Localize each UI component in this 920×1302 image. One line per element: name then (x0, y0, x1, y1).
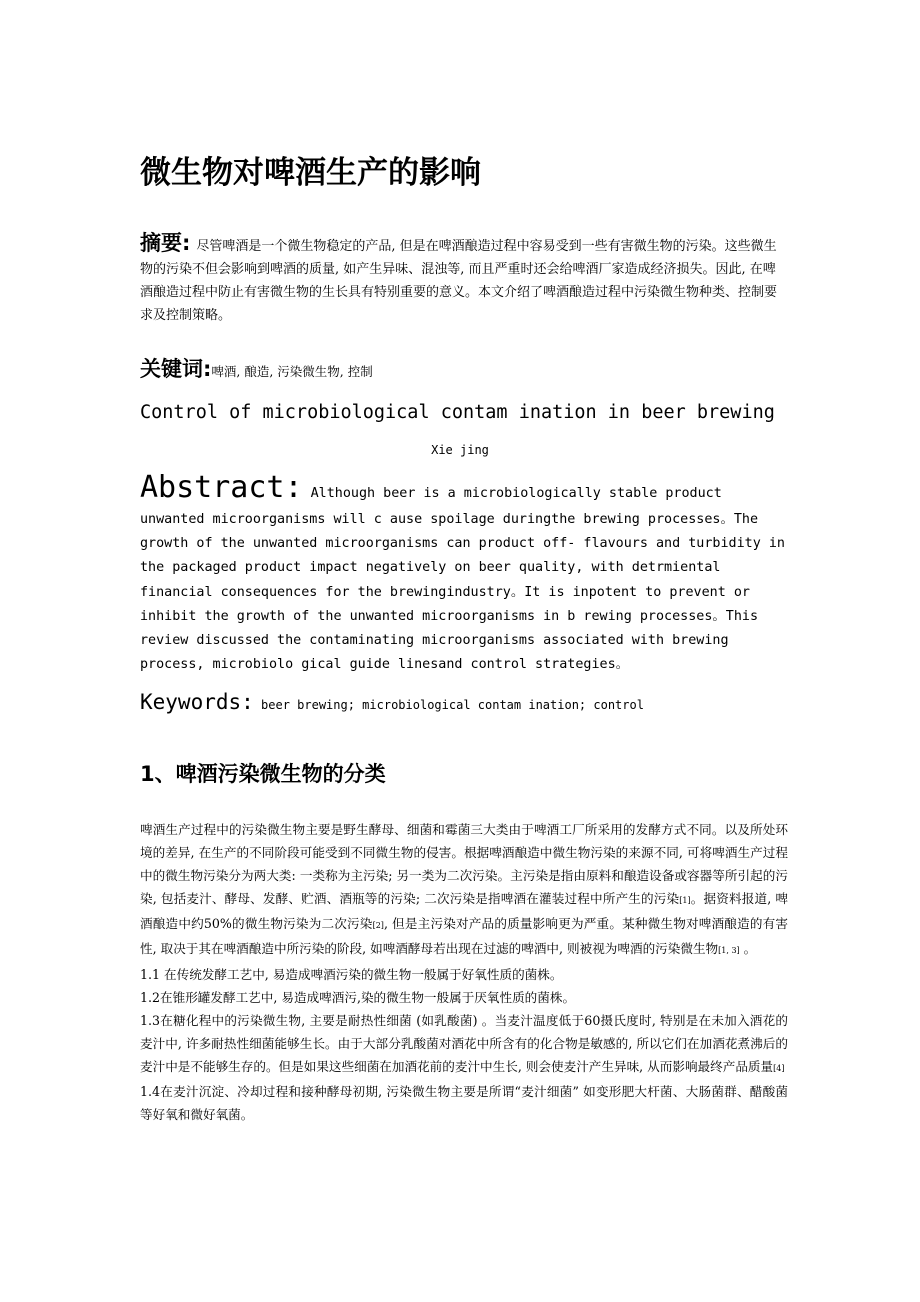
keywords-en (140, 690, 644, 714)
abstract-en (140, 468, 790, 677)
keywords-cn-label: 关键词: (140, 357, 212, 381)
paragraph-text: 。据资料报道, 啤酒酿造中约50%的微生物污染为二次污染 (140, 891, 788, 932)
abstract-cn-label: 摘要: (140, 231, 191, 255)
paragraph-text: , 但是主污染对产品的质量影响更为严重。某种微生物对啤酒酿造的有害性, 取决于其在啤酒酿造中所污染的阶段, 如啤酒酵母若出现在过滤的啤酒中, 则被视为啤酒的污染微生物 (140, 916, 788, 957)
keywords-en-label: Keywords: (140, 690, 254, 714)
keywords-cn-text: 啤酒, 酿造, 污染微生物, 控制 (211, 364, 373, 379)
citation-ref: [2] (372, 921, 384, 931)
paragraph (140, 818, 788, 963)
abstract-cn (140, 232, 780, 327)
paragraph: 1.4在麦汁沉淀、冷却过程和接种酵母初期, 污染微生物主要是所谓“麦汁细菌” 如变形肥大杆菌、大肠菌群、醋酸菌等好氧和微好氧菌。 (140, 1084, 788, 1123)
abstract-en-text: Although beer is a microbiologically stable product unwanted microorganisms will c ause spoilage duringthe brewing processes。The growth of the unwanted microorganisms can product off- flavours and turbidity in the packaged product impact negatively on beer quality, with detrmiental financial consequences for the brewingindustry。It is inpotent to prevent or inhibit the growth of the unwanted microorganisms in b rewing processes。This review discussed the contaminating microorganisms associated with brewing process, microbiolo gical guide linesand control strategies。 (140, 486, 785, 673)
citation-ref: [1] (679, 896, 691, 906)
paragraph: 1.2在锥形罐发酵工艺中, 易造成啤酒污,染的微生物一般属于厌氧性质的菌株。 (140, 989, 576, 1005)
author-name: Xie jing (431, 443, 489, 457)
section-body (140, 818, 788, 1126)
citation-ref: [1, 3] (718, 946, 740, 956)
section-heading: 1、啤酒污染微生物的分类 (140, 762, 386, 786)
page-title: 微生物对啤酒生产的影响 (140, 155, 481, 191)
paragraph (140, 1009, 788, 1080)
paragraph-text: 1.3在糖化程中的污染微生物, 主要是耐热性细菌 (如乳酸菌) 。当麦汁温度低于60摄氏度时, 特别是在未加入酒花的麦汁中, 许多耐热性细菌能够生长。由于大部分乳酸菌对酒花中所含有的化合物是敏感的, 所以它们在加酒花煮沸后的麦汁中是不能够生存的。但是如果这些细菌在加酒花前的麦汁中生长, 则会使麦汁产生异味, 从而影响最终产品质量 (140, 1012, 788, 1074)
keywords-cn (140, 353, 373, 383)
citation-ref: [4] (773, 1063, 785, 1073)
abstract-en-label: Abstract: (140, 470, 303, 505)
english-title: Control of microbiological contam ination in beer brewing (140, 402, 775, 423)
abstract-cn-text: 尽管啤酒是一个微生物稳定的产品, 但是在啤酒酿造过程中容易受到一些有害微生物的污染。这些微生物的污染不但会影响到啤酒的质量, 如产生异味、混浊等, 而且严重时还会给啤酒厂家造成经济损失。因此, 在啤酒酿造过程中防止有害微生物的生长具有特别重要的意义。本文介绍了啤酒酿造过程中污染微生物种类、控制要求及控制策略。 (140, 239, 778, 323)
paragraph: 1.1 在传统发酵工艺中, 易造成啤酒污染的微生物一般属于好氧性质的菌株。 (140, 966, 563, 982)
keywords-en-text: beer brewing; microbiological contam ination; control (261, 698, 644, 712)
paragraph-text: 啤酒生产过程中的污染微生物主要是野生酵母、细菌和霉菌三大类由于啤酒工厂所采用的发酵方式不同。以及所处环境的差异, 在生产的不同阶段可能受到不同微生物的侵害。根据啤酒酿造中微生物污染的来源不同, 可将啤酒生产过程中的微生物污染分为两大类: 一类称为主污染; 另一类为二次污染。主污染是指由原料和酿造设备或容器等所引起的污染, 包括麦汁、酵母、发酵、贮酒、酒瓶等的污染; 二次污染是指啤酒在灌装过程中所产生的污染 (140, 822, 788, 907)
paragraph-text: 。 (739, 941, 757, 957)
